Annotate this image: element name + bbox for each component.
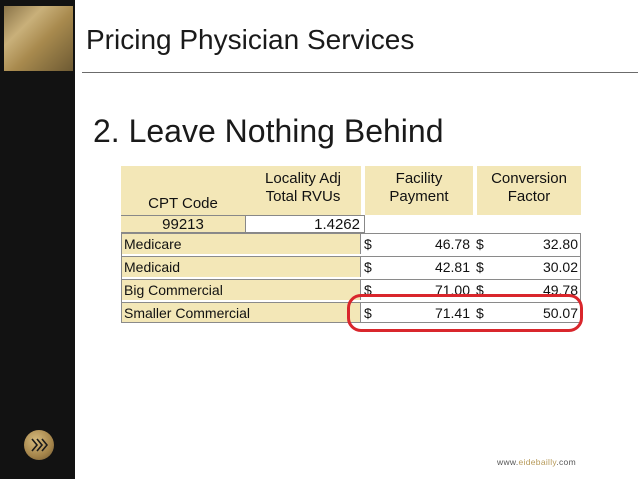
conversion-factor-cell — [473, 257, 581, 277]
payer-name: Medicaid — [121, 257, 361, 277]
facility-payment-cell — [361, 257, 474, 277]
footer-url[interactable] — [497, 457, 576, 467]
double-chevron-right-icon[interactable] — [24, 430, 54, 460]
slide-subtitle: 2. Leave Nothing Behind — [93, 113, 444, 149]
currency-symbol: $ — [364, 259, 372, 275]
title-divider — [82, 72, 638, 73]
header-conversion-line1: Conversion — [491, 170, 567, 187]
payer-name: Big Commercial — [121, 280, 361, 300]
footer-brand: eidebailly — [518, 457, 557, 467]
conversion-factor-value: 30.02 — [542, 259, 578, 275]
gold-logo-block — [4, 6, 73, 71]
currency-symbol: $ — [476, 305, 484, 321]
rvu-value: 1.4262 — [245, 215, 365, 233]
currency-symbol: $ — [476, 259, 484, 275]
facility-payment-value: 46.78 — [434, 236, 470, 252]
currency-symbol: $ — [364, 236, 372, 252]
conversion-factor-value: 32.80 — [542, 236, 578, 252]
cpt-code-value: 99213 — [121, 215, 245, 233]
payer-name: Smaller Commercial — [121, 303, 361, 323]
table-row — [121, 256, 581, 277]
header-conversion-factor — [477, 166, 581, 215]
currency-symbol: $ — [476, 282, 484, 298]
facility-payment-cell — [361, 234, 474, 254]
header-locality-line1: Locality Adj — [265, 170, 341, 187]
conversion-factor-value: 50.07 — [542, 305, 578, 321]
slide-title: Pricing Physician Services — [86, 24, 415, 55]
header-facility-line2: Payment — [389, 188, 449, 205]
currency-symbol: $ — [364, 305, 372, 321]
header-conversion-line2: Factor — [507, 188, 551, 205]
header-cpt-label: CPT Code — [148, 195, 218, 212]
facility-payment-value: 71.00 — [434, 282, 470, 298]
header-cpt-code — [121, 166, 245, 215]
header-facility-line1: Facility — [395, 170, 443, 187]
facility-payment-value: 42.81 — [434, 259, 470, 275]
sidebar — [0, 0, 75, 479]
table-row — [121, 233, 581, 254]
facility-payment-value: 71.41 — [434, 305, 470, 321]
payer-name: Medicare — [121, 234, 361, 254]
header-facility-payment — [365, 166, 473, 215]
currency-symbol: $ — [476, 236, 484, 252]
header-locality-line2: Total RVUs — [265, 188, 341, 205]
highlight-oval — [347, 294, 583, 332]
currency-symbol: $ — [364, 282, 372, 298]
conversion-factor-value: 49.78 — [542, 282, 578, 298]
footer-suffix: .com — [556, 457, 576, 467]
footer-prefix: www. — [497, 457, 519, 467]
conversion-factor-cell — [473, 234, 581, 254]
header-locality-rvus — [245, 166, 361, 215]
